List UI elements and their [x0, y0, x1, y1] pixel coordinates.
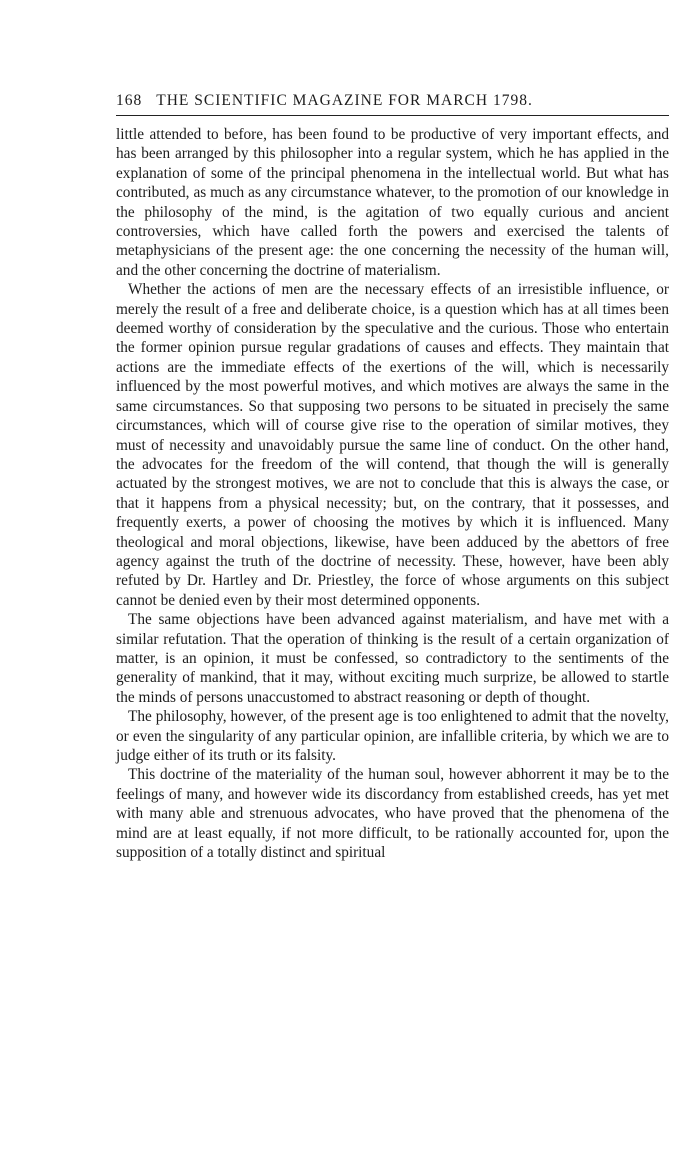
- magazine-page: [116, 92, 669, 862]
- article-body: [116, 125, 669, 862]
- header-title: THE SCIENTIFIC MAGAZINE FOR MARCH 1798.: [156, 92, 533, 109]
- paragraph-2: Whether the actions of men are the necessary effects of an irresistible influence, or merely the result of a free and deliberate choice, is a question which has at all times been deemed worthy of consideration by the speculative and the curious. Those who entertain the former opinion pursue regular gradations of causes and effects. They maintain that actions are the immediate effects of the exertions of the will, which is necessarily influenced by the most powerful motives, and which motives are always the same in the same circumstances. So that supposing two persons to be situated in precisely the same circumstances, which will of course give rise to the operation of similar motives, they must of necessity and unavoidably pursue the same line of conduct. On the other hand, the advocates for the freedom of the will contend, that though the will is generally actuated by the strongest motives, we are not to conclude that this is always the case, or that it happens from a physical necessity; but, on the contrary, that it possesses, and frequently exerts, a power of choosing the motives by which it is influenced. Many theological and moral objections, likewise, have been adduced by the abettors of free agency against the truth of the doctrine of necessity. These, however, have been ably refuted by Dr. Hartley and Dr. Priestley, the force of whose arguments on this subject cannot be denied even by their most determined opponents.: [116, 281, 669, 609]
- page-number: 168: [116, 92, 143, 109]
- paragraph-4: The philosophy, however, of the present age is too enlightened to admit that the novelty, or even the singularity of any particular opinion, are infallible criteria, by which we are to judge either of its truth or its falsity.: [116, 708, 669, 764]
- paragraph-5: This doctrine of the materiality of the human soul, however abhorrent it may be to the feelings of many, and however wide its discordancy from established creeds, has yet met with many able and strenuous advocates, who have proved that the phenomena of the mind are at least equally, if not more difficult, to be rationally accounted for, upon the supposition of a totally distinct and spiritual: [116, 766, 669, 862]
- paragraph-3: The same objections have been advanced against materialism, and have met with a similar refutation. That the operation of thinking is the result of a certain organization of matter, is an opinion, it must be confessed, so contradictory to the sentiments of the generality of mankind, that it may, without exciting much surprize, be allowed to startle the minds of persons unaccustomed to abstract reasoning or depth of thought.: [116, 611, 669, 706]
- paragraph-1: little attended to before, has been found to be productive of very important effects, and has been arranged by this philosopher into a regular system, which he has applied in the explanation of some of the principal phenomena in the intellectual world. But what has contributed, as much as any circumstance whatever, to the promotion of our knowledge in the philosophy of the mind, is the agitation of two equally curious and ancient controversies, which have called forth the powers and exercised the talents of metaphysicians of the present age: the one concerning the necessity of the human will, and the other concerning the doctrine of materialism.: [116, 126, 669, 279]
- running-head: [116, 92, 669, 116]
